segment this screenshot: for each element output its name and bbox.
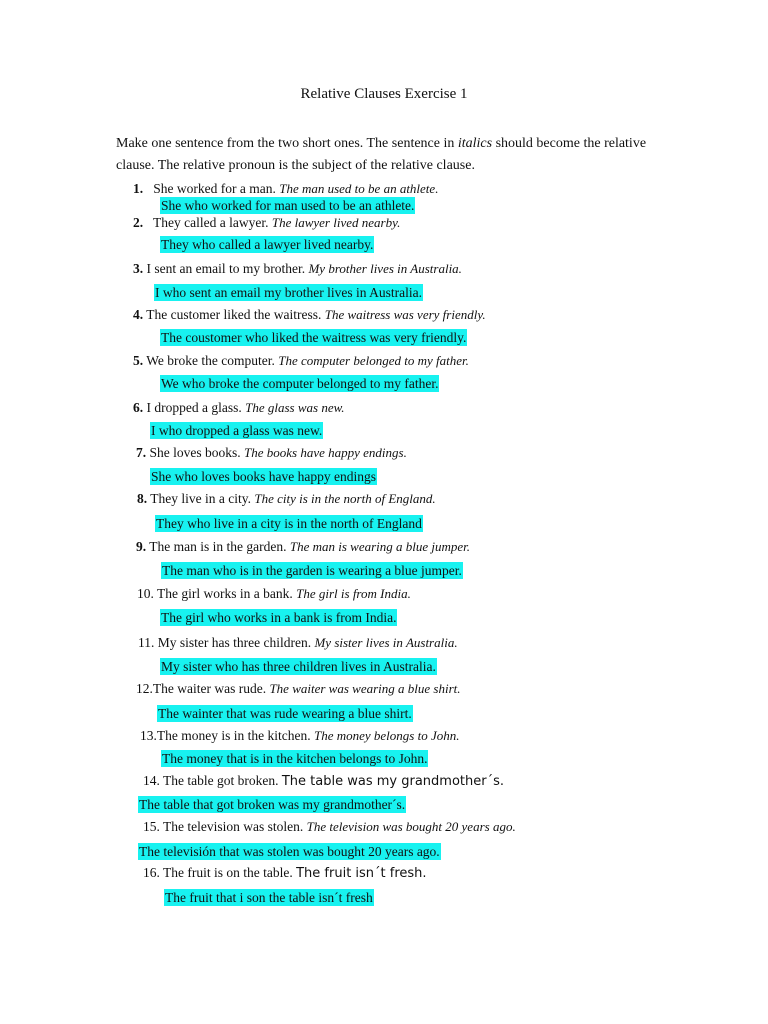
- item-sentence: The man is in the garden.: [149, 539, 287, 554]
- exercise-item-16: [143, 865, 427, 882]
- instructions: [116, 133, 656, 177]
- item-clause: The waiter was wearing a blue shirt.: [269, 681, 461, 696]
- exercise-item-11: [138, 635, 458, 651]
- item-clause: My brother lives in Australia.: [308, 261, 462, 276]
- item-clause: The girl is from India.: [296, 586, 411, 601]
- item-number: 16.: [143, 865, 160, 880]
- item-number: 5.: [133, 353, 144, 368]
- item-number: 14.: [143, 773, 160, 788]
- item-sentence: We broke the computer.: [146, 353, 275, 368]
- item-sentence: They called a lawyer.: [153, 215, 269, 230]
- instructions-italic-word: italics: [457, 136, 493, 151]
- item-sentence: She loves books.: [149, 445, 241, 460]
- exercise-item-7: [136, 445, 407, 461]
- exercise-item-12: [136, 681, 461, 697]
- item-number: 10.: [137, 586, 154, 601]
- exercise-item-3: [133, 261, 462, 277]
- answer-11: My sister who has three children lives in Australia.: [161, 659, 436, 674]
- item-number: 7.: [136, 445, 147, 460]
- item-number: 1.: [133, 181, 144, 196]
- item-clause: The lawyer lived nearby.: [271, 215, 401, 230]
- item-number: 8.: [137, 491, 148, 506]
- item-clause: The glass was new.: [245, 400, 345, 415]
- exercise-item-5: [133, 353, 469, 369]
- exercise-item-6: [133, 400, 345, 416]
- item-number: 9.: [136, 539, 147, 554]
- item-clause: The books have happy endings.: [244, 445, 407, 460]
- exercise-item-8: [137, 491, 436, 507]
- answer-4: The coustomer who liked the waitress was very friendly.: [161, 330, 467, 345]
- answer-1: She who worked for man used to be an athlete.: [161, 198, 415, 213]
- item-sentence: I dropped a glass.: [146, 400, 242, 415]
- exercise-item-14: [143, 773, 504, 790]
- item-clause: The table was my grandmother´s.: [281, 774, 504, 789]
- item-number: 6.: [133, 400, 144, 415]
- answer-5: We who broke the computer belonged to my father.: [161, 376, 439, 391]
- answer-16: The fruit that i son the table isn´t fresh: [165, 890, 373, 905]
- item-sentence: The waiter was rude.: [152, 681, 267, 696]
- item-sentence: I sent an email to my brother.: [146, 261, 306, 276]
- answer-2: They who called a lawyer lived nearby.: [161, 237, 374, 252]
- item-sentence: My sister has three children.: [157, 635, 312, 650]
- item-clause: The money belongs to John.: [313, 728, 460, 743]
- item-number: 11.: [138, 635, 155, 650]
- answer-10: The girl who works in a bank is from India.: [161, 610, 397, 625]
- exercise-item-9: [136, 539, 470, 555]
- item-sentence: They live in a city.: [150, 491, 251, 506]
- exercise-item-13: [140, 728, 459, 744]
- item-sentence: The television was stolen.: [163, 819, 304, 834]
- answer-3: I who sent an email my brother lives in Australia.: [155, 285, 422, 300]
- instructions-part-2: should become the relative clause. The relative pronoun is the subject of the relative clause.: [116, 136, 647, 173]
- item-number: 15.: [143, 819, 160, 834]
- item-number: 13.: [140, 728, 157, 743]
- item-number: 3.: [133, 261, 144, 276]
- item-sentence: She worked for a man.: [153, 181, 276, 196]
- item-clause: The city is in the north of England.: [254, 491, 436, 506]
- page-title: Relative Clauses Exercise 1: [300, 86, 468, 102]
- exercise-item-2: [133, 215, 400, 231]
- exercise-item-1: [133, 181, 438, 197]
- item-clause: The man used to be an athlete.: [279, 181, 439, 196]
- item-clause: The man is wearing a blue jumper.: [289, 539, 471, 554]
- answer-8: They who live in a city is in the north of England: [156, 516, 422, 531]
- item-sentence: The money is in the kitchen.: [156, 728, 311, 743]
- item-clause: The computer belonged to my father.: [278, 353, 469, 368]
- item-sentence: The table got broken.: [163, 773, 279, 788]
- item-sentence: The girl works in a bank.: [157, 586, 293, 601]
- answer-14: The table that got broken was my grandmother´s.: [139, 797, 406, 812]
- item-sentence: The customer liked the waitress.: [146, 307, 322, 322]
- instructions-part-1: Make one sentence from the two short ones. The sentence in: [116, 136, 458, 151]
- answer-13: The money that is in the kitchen belongs to John.: [162, 751, 428, 766]
- answer-12: The wainter that was rude wearing a blue shirt.: [158, 706, 412, 721]
- answer-6: I who dropped a glass was new.: [151, 423, 323, 438]
- item-number: 2.: [133, 215, 144, 230]
- answer-9: The man who is in the garden is wearing a blue jumper.: [162, 563, 462, 578]
- item-number: 12.: [136, 681, 153, 696]
- item-clause: The television was bought 20 years ago.: [306, 819, 516, 834]
- answer-15: The televisión that was stolen was bought 20 years ago.: [139, 844, 440, 859]
- item-clause: The waitress was very friendly.: [324, 307, 486, 322]
- answer-7: She who loves books have happy endings: [151, 469, 376, 484]
- exercise-item-15: [143, 819, 516, 835]
- item-sentence: The fruit is on the table.: [163, 865, 293, 880]
- item-number: 4.: [133, 307, 144, 322]
- item-clause: The fruit isn´t fresh.: [296, 866, 427, 881]
- exercise-item-10: [137, 586, 411, 602]
- item-clause: My sister lives in Australia.: [314, 635, 458, 650]
- exercise-item-4: [133, 307, 486, 323]
